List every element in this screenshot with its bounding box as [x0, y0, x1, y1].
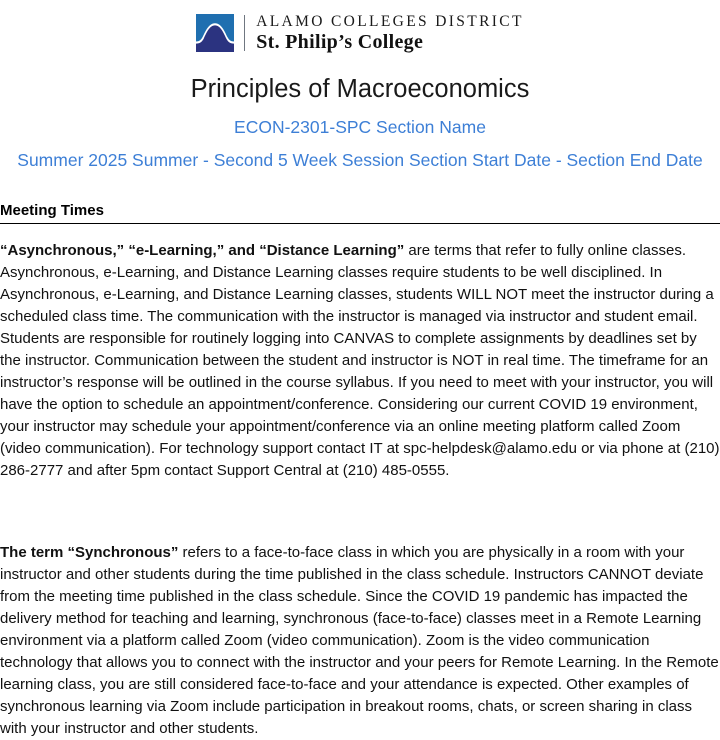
course-code-subtitle: ECON-2301-SPC Section Name [234, 116, 486, 137]
paragraph-asynchronous-body: are terms that refer to fully online classes. Asynchronous, e-Learning, and Distance Learning classes require students to be well disciplined. In Asynchronous, e-Learning, and Distance Learning classes, students WILL NOT meet the instructor during a scheduled class time. The communication with the instructor is managed via instructor and student email. Students are responsible for routinely logging into CANVAS to complete assignments by deadlines set by the instructor. Communication between the student and instructor is NOT in real time. The timeframe for an instructor’s response will be outlined in the course syllabus. If you need to meet with your instructor, you will have the option to schedule an appointment/conference. Considering our current COVID 19 environment, your instructor may schedule your appointment/conference via an online meeting platform called Zoom (video communication). For technology support contact IT at spc-helpdesk@alamo.edu or via phone at (210) 286-2777 and after 5pm contact Support Central at (210) 485-0555. [0, 242, 720, 480]
logo-wordmark [256, 14, 524, 53]
logo-college-line: St. Philip’s College [256, 31, 424, 54]
paragraph-synchronous-body: refers to a face-to-face class in which you are physically in a room with your instructor and other students during the time published in the class schedule. Instructors CANNOT deviate from the meeting time published in the class schedule. Since the COVID 19 pandemic has impacted the delivery method for teaching and learning, synchronous (face-to-face) classes meet in a Remote Learning environment via a platform called Zoom (video communication). Zoom is the video communication technology that allows you to connect with the instructor and your peers for Remote Learning. In the Remote learning class, you are still considered face-to-face and your attendance is expected. Other examples of synchronous learning via Zoom include participation in breakout rooms, chats, or screen sharing in class with your instructor and other students. [0, 544, 719, 738]
alamo-colleges-logo [196, 13, 524, 53]
paragraph-synchronous [0, 542, 720, 740]
section-divider [0, 223, 720, 224]
masthead [0, 0, 720, 59]
page-title: Principles of Macroeconomics [190, 75, 530, 103]
paragraph-asynchronous [0, 240, 720, 482]
logo-district-line: ALAMO COLLEGES DISTRICT [256, 12, 524, 30]
paragraph-asynchronous-lead: “Asynchronous,” “e-Learning,” and “Distance Learning” [0, 242, 405, 260]
paragraph-synchronous-lead: The term “Synchronous” [0, 544, 179, 562]
course-term-subtitle: Summer 2025 Summer - Second 5 Week Session Section Start Date - Section End Date [17, 150, 703, 171]
alamo-hill-mark-icon [196, 14, 234, 52]
logo-divider [244, 15, 245, 51]
section-heading-meeting-times: Meeting Times [0, 202, 104, 220]
